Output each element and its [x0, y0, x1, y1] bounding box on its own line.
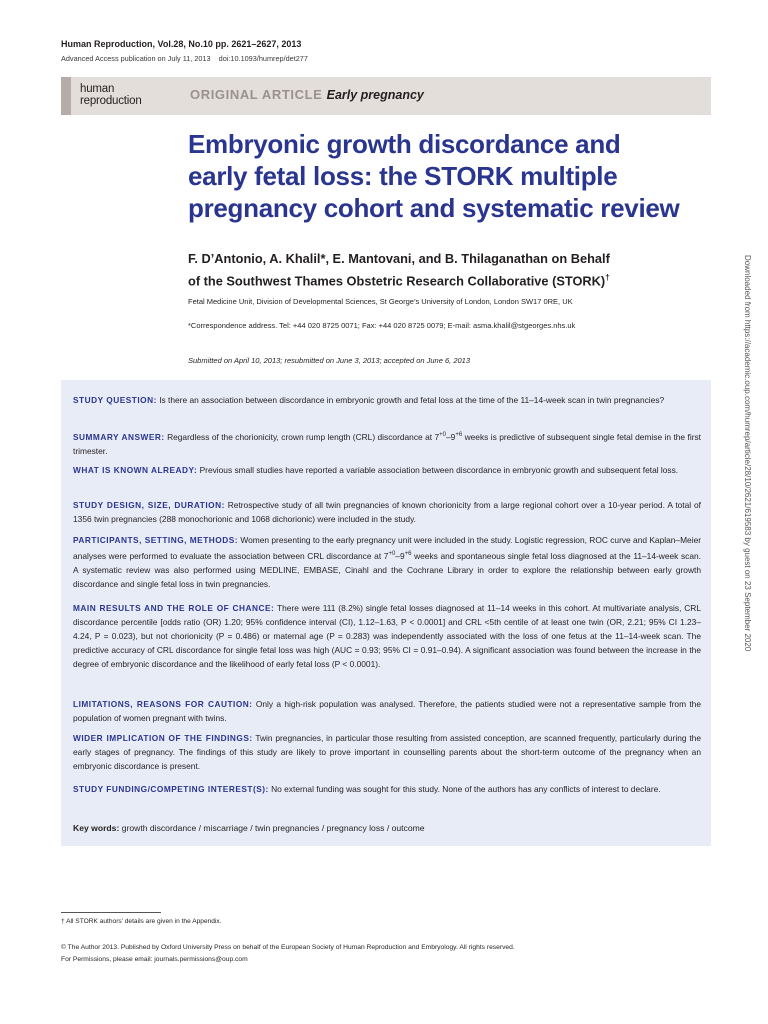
section-text: There were 111 (8.2%) single fetal losses diagnosed at 11–14 weeks in this cohort. At multivariate analysis, CRL discordance percentile [odds ratio (OR) 1.20; 95% confidence interval (CI), 1.12–1.63, P < 0.0001] and CRL <5th centile of at least one twin (OR, 2.21; 95% CI 1.23–4.24, P = 0.023), but not chorionicity (P = 0.486) or maternal age (P = 0.283) was independently associated with the loss of one fetus at the 11–14-week scan. The predictive accuracy of CRL discordance for single fetal loss was high (AUC = 0.93; 95% CI = 0.91–0.94). A significant association was found between the increase in the degree of embryonic discordance and the likelihood of early fetal loss (P < 0.0001).	[73, 603, 701, 669]
abstract-main-results	[73, 601, 701, 671]
copyright-line-1: © The Author 2013. Published by Oxford University Press on behalf of the European Society of Human Reproduction and Embryology. All rights reserved.	[61, 944, 515, 951]
article-type	[190, 87, 424, 102]
dagger-mark: †	[605, 272, 610, 282]
submission-dates: Submitted on April 10, 2013; resubmitted on June 3, 2013; accepted on June 6, 2013	[188, 356, 471, 365]
title-line-1: Embryonic growth discordance and	[188, 129, 621, 159]
abstract-participants	[73, 533, 701, 591]
section-text: Is there an association between discordance in embryonic growth and fetal loss at the time of the 11–14-week scan in twin pregnancies?	[159, 395, 665, 405]
affiliation: Fetal Medicine Unit, Division of Developmental Sciences, St George’s University of London, London SW17 0RE, UK	[188, 297, 573, 306]
journal-citation: Human Reproduction, Vol.28, No.10 pp. 2621–2627, 2013	[61, 39, 302, 49]
author-line-2	[188, 269, 728, 291]
journal-logo-bar	[61, 77, 71, 115]
title-line-3: pregnancy cohort and systematic review	[188, 193, 680, 223]
title-line-2: early fetal loss: the STORK multiple	[188, 161, 618, 191]
section-text: Regardless of the chorionicity, crown rump length (CRL) discordance at $7^{+0}-9^{+6}$ weeks is predictive of subsequent single fetal demise in the first trimester.	[73, 431, 701, 456]
author-line-1: F. D’Antonio, A. Khalil*, E. Mantovani, and B. Thilaganathan on Behalf	[188, 251, 610, 266]
section-label: STUDY FUNDING/COMPETING INTEREST(S):	[73, 784, 269, 794]
section-label: MAIN RESULTS AND THE ROLE OF CHANCE:	[73, 603, 275, 613]
section-label: ORIGINAL ARTICLE	[190, 87, 323, 102]
logo-line-1: human	[80, 83, 115, 95]
section-label: STUDY QUESTION:	[73, 395, 157, 405]
copyright-line-2: For Permissions, please email: journals.permissions@oup.com	[61, 956, 248, 963]
footnote-rule	[61, 912, 161, 913]
download-watermark-text: Downloaded from https://academic.oup.com/humrep/article/28/10/2621/619583 by guest on 23 September 2020	[743, 255, 752, 652]
abstract-limitations	[73, 697, 701, 725]
section-label: PARTICIPANTS, SETTING, METHODS:	[73, 535, 239, 545]
keywords-text: growth discordance / miscarriage / twin pregnancies / pregnancy loss / outcome	[121, 823, 425, 833]
copyright-notice	[61, 942, 515, 966]
footnote: † All STORK authors’ details are given in the Appendix.	[61, 918, 222, 925]
abstract-summary-answer	[73, 428, 701, 458]
section-text: Women presenting to the early pregnancy unit were included in the study. Logistic regression, ROC curve and Kaplan–Meier analyses were performed to evaluate the association between CRL discordance at $7^{+0}-9^{+6}$ weeks and spontaneous single fetal loss diagnosed at the 11–14-week scan. A systematic review was also performed using MEDLINE, EMBASE, Cinahl and the Cochrane Library in order to explore the relationship between early growth discordance and single fetal loss in twin pregnancies.	[73, 535, 702, 589]
section-label: WHAT IS KNOWN ALREADY:	[73, 465, 198, 475]
section-label: STUDY DESIGN, SIZE, DURATION:	[73, 500, 225, 510]
section-text: Previous small studies have reported a variable association between discordance in embryonic growth and subsequent fetal loss.	[199, 465, 679, 475]
access-line: Advanced Access publication on July 11, 2013 doi:10.1093/humrep/det277	[61, 54, 308, 63]
section-label: LIMITATIONS, REASONS FOR CAUTION:	[73, 699, 253, 709]
section-label: WIDER IMPLICATION OF THE FINDINGS:	[73, 733, 253, 743]
abstract-wider-implications	[73, 731, 701, 773]
section-text: Twin pregnancies, in particular those resulting from assisted conception, are scanned frequently, particularly during the early stages of pregnancy. The findings of this study are likely to prove important in counselling parents about the short-term outcome of the pregnancy when an embryonic discordance is present.	[73, 733, 701, 771]
abstract-known-already	[73, 463, 701, 477]
journal-logo	[80, 83, 142, 107]
download-watermark	[743, 255, 755, 775]
section-text: No external funding was sought for this study. None of the authors has any conflicts of interest to declare.	[271, 784, 661, 794]
abstract-funding	[73, 782, 701, 796]
author-line-2-text: of the Southwest Thames Obstetric Research Collaborative (STORK)	[188, 272, 606, 288]
keywords	[73, 823, 425, 833]
subsection-label: Early pregnancy	[326, 88, 424, 102]
abstract-study-question	[73, 393, 701, 407]
keywords-label: Key words:	[73, 823, 120, 833]
section-text: Only a high-risk population was analysed. Therefore, the patients studied were not a representative sample from the population of women pregnant with twins.	[73, 699, 702, 723]
logo-line-2: reproduction	[80, 95, 142, 107]
author-list	[188, 250, 728, 290]
section-text: Retrospective study of all twin pregnancies of known chorionicity from a large regional cohort over a 10-year period. A total of 1356 twin pregnancies (288 monochorionic and 1068 dichorionic) were included in the study.	[73, 500, 702, 524]
article-title	[188, 128, 728, 224]
correspondence: *Correspondence address. Tel: +44 020 8725 0071; Fax: +44 020 8725 0079; E-mail: asma.khalil@stgeorges.nhs.uk	[188, 321, 576, 330]
abstract-study-design	[73, 498, 701, 526]
section-label: SUMMARY ANSWER:	[73, 431, 165, 442]
